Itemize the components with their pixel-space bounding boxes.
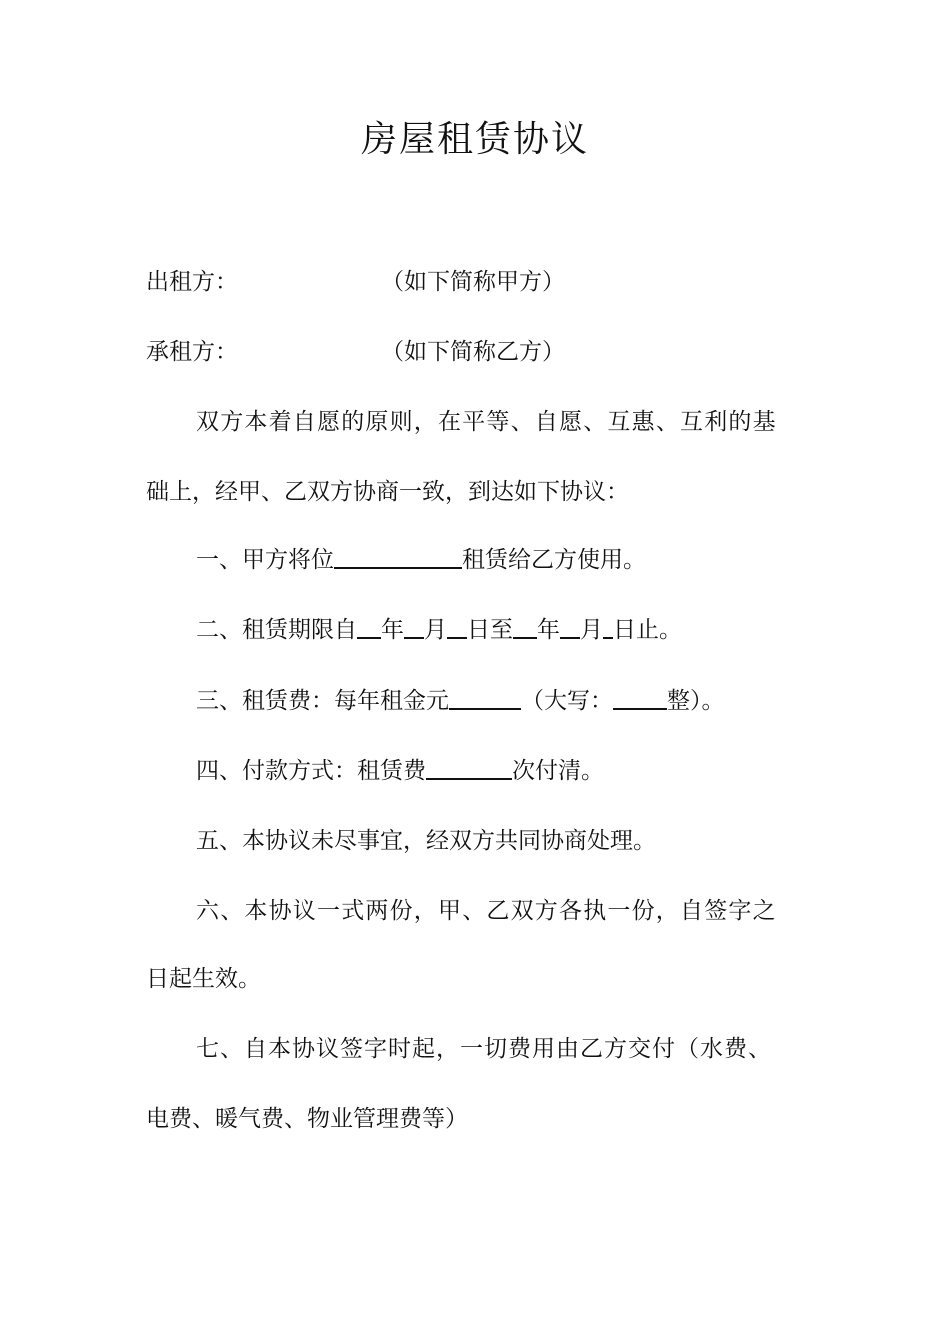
start-year-blank [357, 615, 381, 639]
lessor-note: （如下简称甲方） [381, 269, 565, 295]
clause-2-year-2: 年 [537, 617, 560, 643]
start-month-blank [404, 615, 424, 639]
lessor-label: 出租方： [146, 269, 238, 295]
payment-count-blank [426, 756, 512, 780]
clause-2 [196, 612, 866, 648]
end-month-blank [560, 615, 580, 639]
clause-3-end: 整）。 [667, 688, 725, 714]
clause-7-line-2: 电费、暖气费、物业管理费等） [146, 1106, 468, 1132]
clause-2-end: 日止。 [613, 617, 682, 643]
rent-amount-uppercase-blank [613, 686, 667, 710]
end-year-blank [513, 615, 537, 639]
clause-1-after: 租赁给乙方使用。 [462, 547, 646, 573]
clause-4-after: 次付清。 [512, 758, 604, 784]
clause-2-month-1: 月 [424, 617, 447, 643]
clause-3 [196, 683, 866, 719]
clause-5: 五、本协议未尽事宜，经双方共同协商处理。 [196, 828, 656, 854]
clause-3-mid: （大写： [521, 688, 613, 714]
lessee-line [146, 334, 816, 370]
clause-6-line-2: 日起生效。 [146, 966, 261, 992]
clause-7-line-1: 七、自本协议签字时起，一切费用由乙方交付（水费、 [196, 1036, 772, 1062]
preamble-line-1: 双方本着自愿的原则，在平等、自愿、互惠、互利的基 [196, 409, 777, 435]
preamble-line-2: 础上，经甲、乙双方协商一致，到达如下协议： [146, 479, 629, 505]
location-blank [334, 545, 462, 569]
clause-2-month-2: 月 [580, 617, 603, 643]
clause-3-prefix: 三、租赁费：每年租金元 [196, 688, 449, 714]
end-day-blank [603, 615, 613, 639]
clause-2-prefix: 二、租赁期限自 [196, 617, 357, 643]
document-title: 房屋租赁协议 [360, 119, 589, 160]
lessee-label: 承租方： [146, 339, 238, 365]
rent-amount-blank [449, 686, 521, 710]
lessee-note: （如下简称乙方） [381, 339, 565, 365]
clause-6-line-1: 六、本协议一式两份，甲、乙双方各执一份，自签字之 [196, 898, 777, 924]
clause-2-year-1: 年 [381, 617, 404, 643]
clause-2-day-to: 日至 [467, 617, 513, 643]
clause-1 [196, 542, 866, 578]
clause-1-before: 一、甲方将位 [196, 547, 334, 573]
clause-4 [196, 753, 866, 789]
clause-4-before: 四、付款方式：租赁费 [196, 758, 426, 784]
start-day-blank [447, 615, 467, 639]
lessor-line [146, 264, 816, 300]
